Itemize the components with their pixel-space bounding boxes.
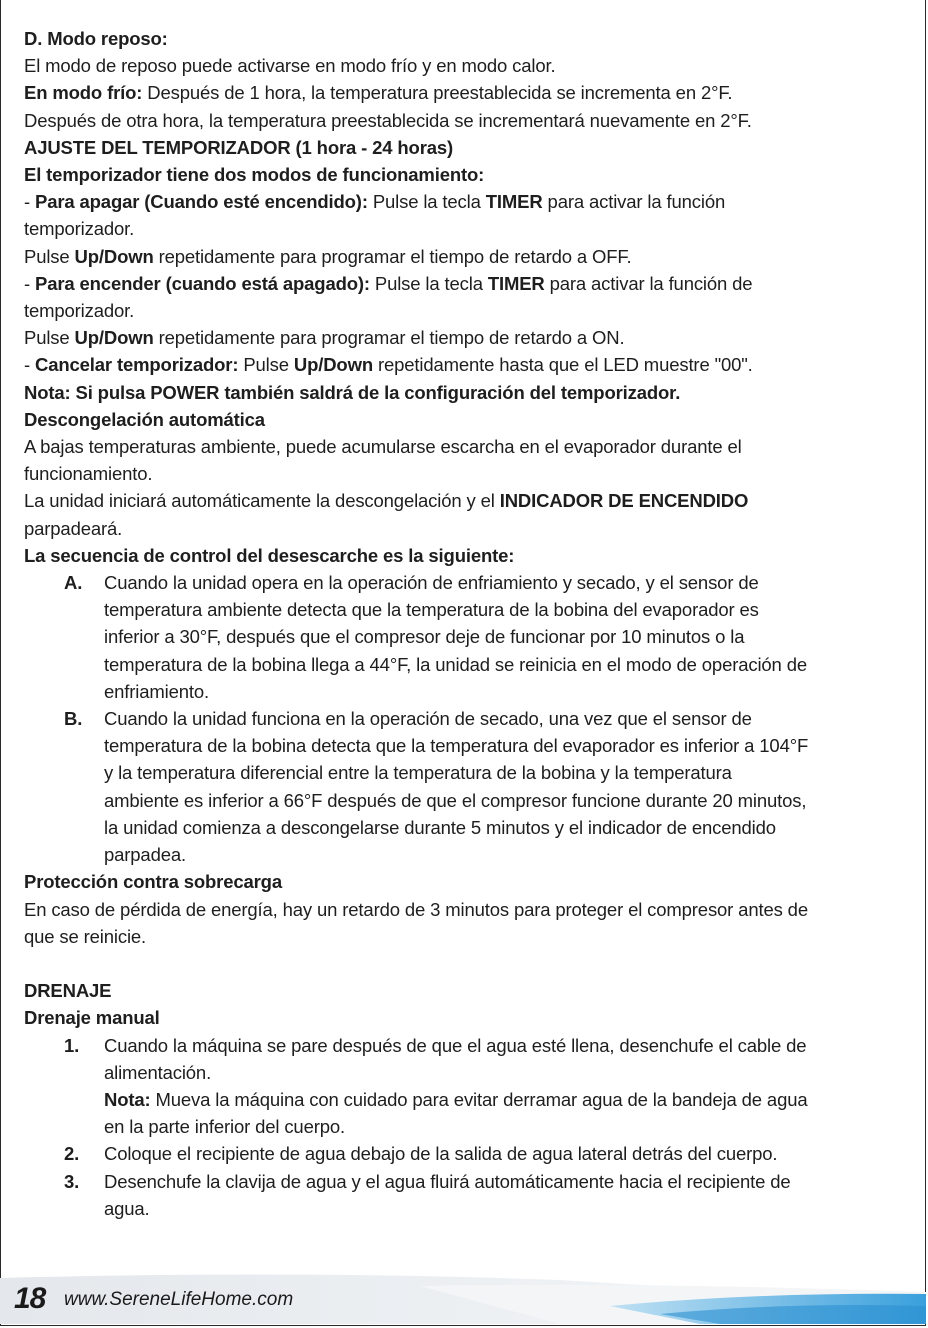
step-line: ambiente es inferior a 66°F después de que el compresor funcione durante 20 minutos, bbox=[104, 789, 807, 811]
drain-step-1 bbox=[24, 1032, 904, 1141]
drain-subtitle: Drenaje manual bbox=[24, 1007, 160, 1029]
timer-note: Nota: Si pulsa POWER también saldrá de la configuración del temporizador. bbox=[24, 381, 681, 403]
step-marker: 2. bbox=[64, 1143, 80, 1165]
timer-cancel-line: - Cancelar temporizador: Pulse Up/Down repetidamente hasta que el LED muestre "00". bbox=[24, 354, 753, 376]
defrost-text-2: funcionamiento. bbox=[24, 463, 153, 485]
page-number: 18 bbox=[14, 1282, 46, 1315]
step-line: parpadea. bbox=[104, 844, 186, 866]
drain-step-2 bbox=[24, 1140, 904, 1167]
cold-mode-line-2: Después de otra hora, la temperatura preestablecida se incrementará nuevamente en 2°F. bbox=[24, 109, 752, 131]
step-note: Nota: Mueva la máquina con cuidado para evitar derramar agua de la bandeja de agua bbox=[104, 1088, 808, 1110]
defrost-text-3: La unidad iniciará automáticamente la descongelación y el INDICADOR DE ENCENDIDO bbox=[24, 490, 749, 512]
step-line: y la temperatura diferencial entre la temperatura de la bobina y la temperatura bbox=[104, 762, 732, 784]
step-line: Coloque el recipiente de agua debajo de la salida de agua lateral detrás del cuerpo. bbox=[104, 1143, 778, 1165]
overload-text-2: que se reinicie. bbox=[24, 925, 147, 947]
timer-on-line-2: temporizador. bbox=[24, 300, 135, 322]
step-line: Desenchufe la clavija de agua y el agua fluirá automáticamente hacia el recipiente de bbox=[104, 1170, 791, 1192]
step-line: agua. bbox=[104, 1197, 150, 1219]
step-line: Cuando la máquina se pare después de que el agua esté llena, desenchufe el cable de bbox=[104, 1034, 807, 1056]
defrost-sequence-title: La secuencia de control del desescarche es la siguiente: bbox=[24, 544, 515, 566]
page-footer bbox=[0, 1272, 926, 1324]
timer-subtitle: El temporizador tiene dos modos de funcionamiento: bbox=[24, 164, 485, 186]
section-spacer bbox=[24, 950, 904, 977]
drain-title: DRENAJE bbox=[24, 980, 112, 1002]
overload-text-1: En caso de pérdida de energía, hay un retardo de 3 minutos para proteger el compresor antes de bbox=[24, 898, 808, 920]
sleep-mode-intro: El modo de reposo puede activarse en modo frío y en modo calor. bbox=[24, 55, 556, 77]
step-line: enfriamiento. bbox=[104, 680, 209, 702]
manual-content bbox=[24, 25, 904, 1222]
step-marker: 3. bbox=[64, 1170, 80, 1192]
timer-on-line: - Para encender (cuando está apagado): Pulse la tecla TIMER para activar la función de bbox=[24, 272, 753, 294]
step-marker: A. bbox=[64, 572, 83, 594]
step-marker: B. bbox=[64, 708, 83, 730]
step-note-2: en la parte inferior del cuerpo. bbox=[104, 1116, 345, 1138]
defrost-text-1: A bajas temperaturas ambiente, puede acumularse escarcha en el evaporador durante el bbox=[24, 436, 742, 458]
step-line: temperatura de la bobina detecta que la temperatura del evaporador es inferior a 104°F bbox=[104, 735, 809, 757]
timer-off-updown: Pulse Up/Down repetidamente para programar el tiempo de retardo a OFF. bbox=[24, 245, 632, 267]
sleep-mode-title: D. Modo reposo: bbox=[24, 28, 168, 49]
timer-on-updown: Pulse Up/Down repetidamente para programar el tiempo de retardo a ON. bbox=[24, 327, 625, 349]
step-marker: 1. bbox=[64, 1034, 80, 1056]
website-url: www.SereneLifeHome.com bbox=[64, 1289, 294, 1310]
step-line: inferior a 30°F, después que el compresor deje de funcionar por 10 minutos o la bbox=[104, 626, 745, 648]
defrost-title: Descongelación automática bbox=[24, 408, 265, 430]
step-line: Cuando la unidad funciona en la operación de secado, una vez que el sensor de bbox=[104, 708, 752, 730]
timer-off-line: - Para apagar (Cuando esté encendido): Pulse la tecla TIMER para activar la función bbox=[24, 191, 726, 213]
defrost-step-b bbox=[24, 705, 904, 868]
cold-mode-line: En modo frío: Después de 1 hora, la temperatura preestablecida se incrementa en 2°F. bbox=[24, 82, 733, 104]
timer-off-line-2: temporizador. bbox=[24, 218, 135, 240]
step-line: temperatura de la bobina llega a 44°F, la unidad se reinicia en el modo de operación de bbox=[104, 653, 807, 675]
overload-title: Protección contra sobrecarga bbox=[24, 871, 282, 893]
defrost-text-4: parpadeará. bbox=[24, 517, 123, 539]
step-line: temperatura ambiente detecta que la temperatura de la bobina del evaporador es bbox=[104, 599, 759, 621]
step-line: alimentación. bbox=[104, 1061, 212, 1083]
drain-step-3 bbox=[24, 1168, 904, 1222]
defrost-step-a bbox=[24, 569, 904, 705]
step-line: Cuando la unidad opera en la operación de enfriamiento y secado, y el sensor de bbox=[104, 572, 759, 594]
step-line: la unidad comienza a descongelarse durante 5 minutos y el indicador de encendido bbox=[104, 816, 776, 838]
timer-title: AJUSTE DEL TEMPORIZADOR (1 hora - 24 horas) bbox=[24, 136, 454, 158]
